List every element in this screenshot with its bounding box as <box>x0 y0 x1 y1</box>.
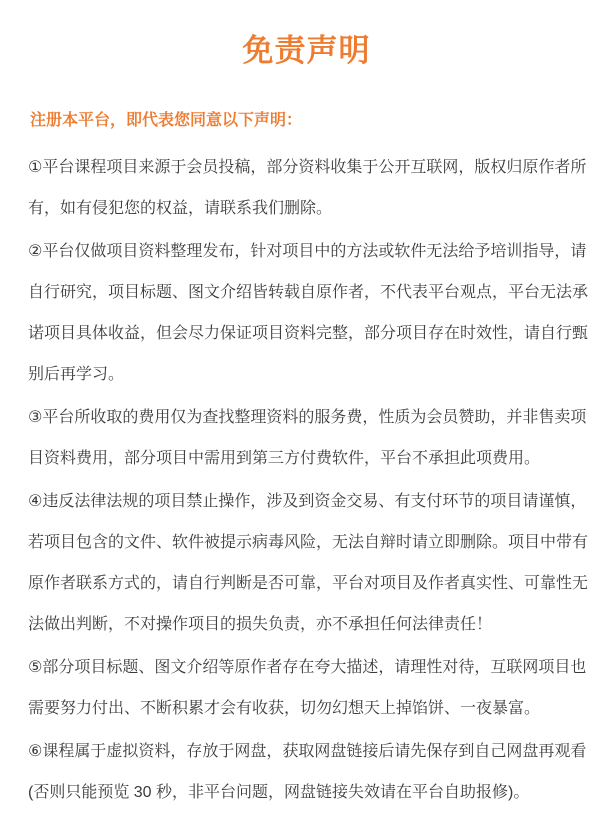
disclaimer-body <box>28 147 591 815</box>
disclaimer-paragraph-5: ⑤部分项目标题、图文介绍等原作者存在夸大描述，请理性对待，互联网项目也需要努力付出、不断积累才会有收获，切勿幻想天上掉馅饼、一夜暴富。 <box>28 659 587 717</box>
intro-statement: 注册本平台，即代表您同意以下声明： <box>30 112 303 129</box>
disclaimer-paragraph-6: ⑥课程属于虚拟资料，存放于网盘，获取网盘链接后请先保存到自己网盘再观看(否则只能预览 30 秒，非平台问题，网盘链接失效请在平台自助报修)。 <box>28 743 587 801</box>
disclaimer-paragraph-1: ①平台课程项目来源于会员投稿，部分资料收集于公开互联网，版权归原作者所有，如有侵犯您的权益，请联系我们删除。 <box>28 159 587 217</box>
page-title: 免责声明 <box>242 33 371 68</box>
disclaimer-paragraph-3: ③平台所收取的费用仅为查找整理资料的服务费，性质为会员赞助，并非售卖项目资料费用，部分项目中需用到第三方付费软件，平台不承担此项费用。 <box>28 409 587 467</box>
disclaimer-paragraph-4: ④违反法律法规的项目禁止操作，涉及到资金交易、有支付环节的项目请谨慎，若项目包含的文件、软件被提示病毒风险，无法自辩时请立即删除。项目中带有原作者联系方式的，请自行判断是否可靠，平台对项目及作者真实性、可靠性无法做出判断，不对操作项目的损失负责，亦不承担任何法律责任！ <box>28 493 589 633</box>
disclaimer-paragraph-2: ②平台仅做项目资料整理发布，针对项目中的方法或软件无法给予培训指导，请自行研究，项目标题、图文介绍皆转载自原作者，不代表平台观点，平台无法承诺项目具体收益，但会尽力保证项目资料完整，部分项目存在时效性，请自行甄别后再学习。 <box>28 243 589 383</box>
